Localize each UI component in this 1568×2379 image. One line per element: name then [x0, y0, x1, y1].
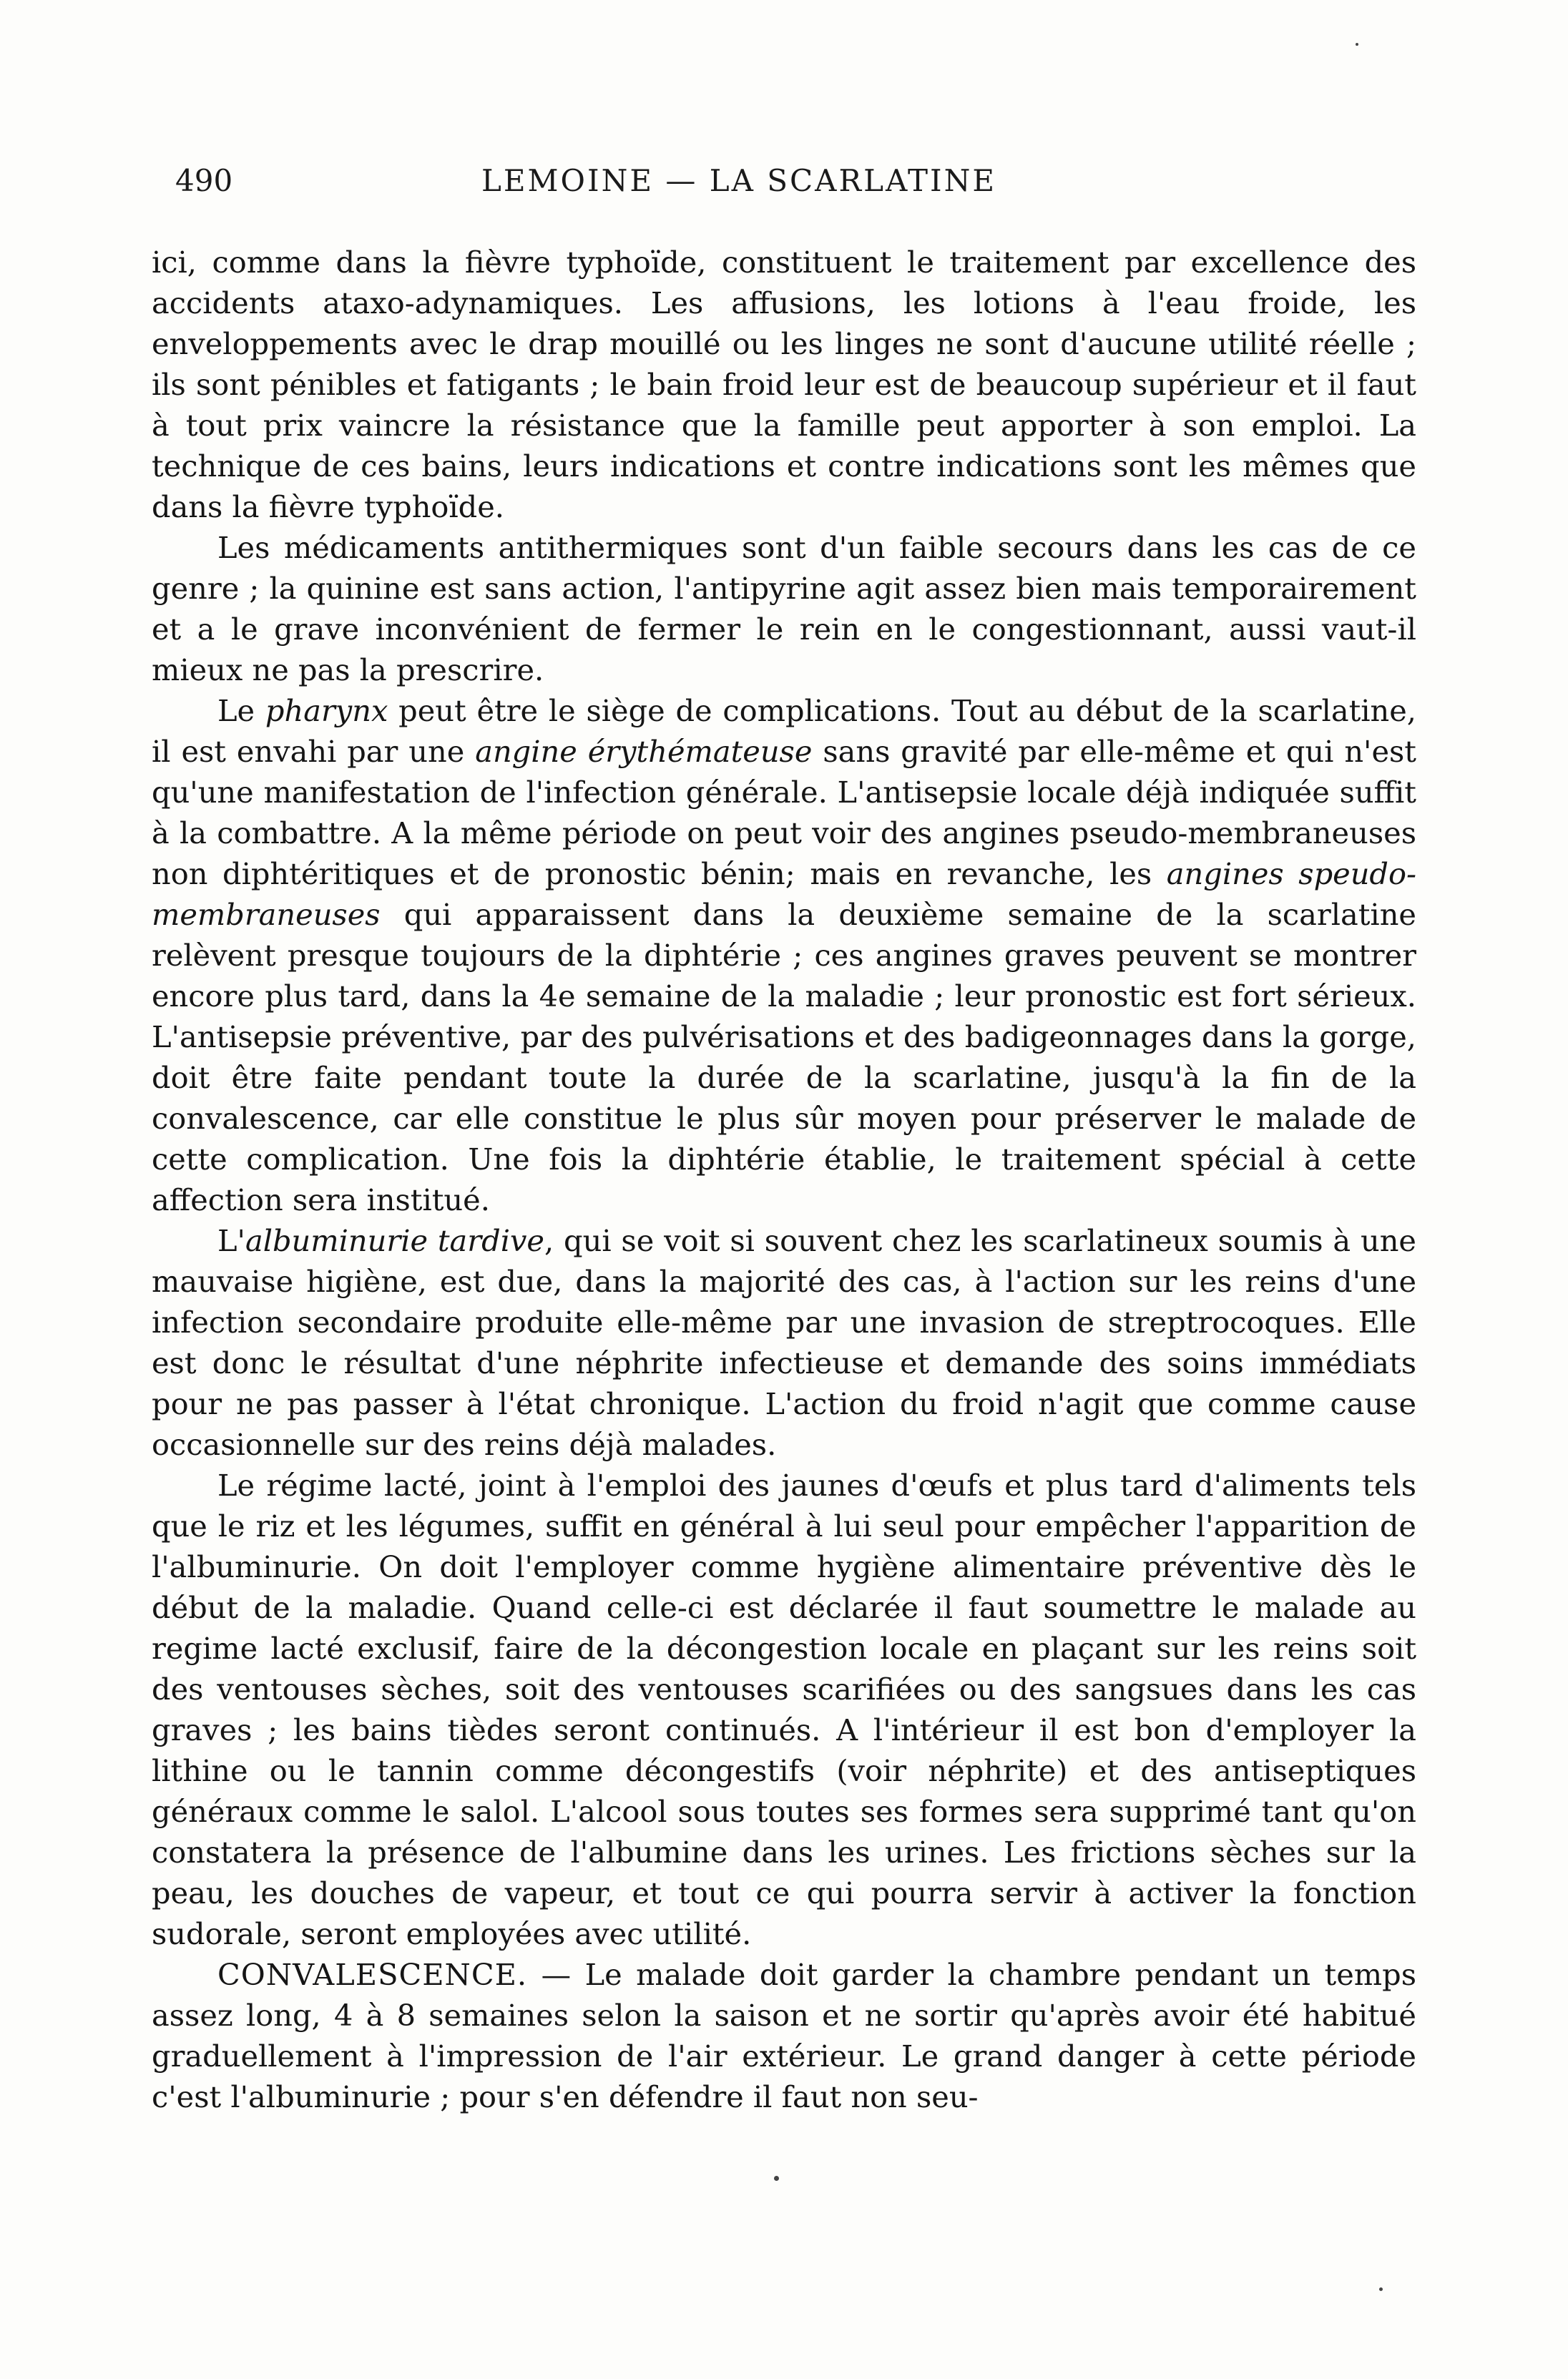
running-head	[154, 163, 1416, 213]
page-number: 490	[175, 163, 233, 198]
running-title: LEMOINE — LA SCARLATINE	[481, 163, 997, 198]
paragraph-regime-lacte: Le régime lacté, joint à l'emploi des jaunes d'œufs et plus tard d'aliments tels que le riz et les légumes, suffit en général à lui seul pour empêcher l'apparition de l'albuminurie. On doit l'employer comme hygiène alimentaire préventive dès le début de la maladie. Quand celle-ci est déclarée il faut soumettre le malade au regime lacté exclusif, faire de la décongestion locale en plaçant sur les reins soit des ventouses sèches, soit des ventouses scarifiées ou des sangsues dans les cas graves ; les bains tièdes seront continués. A l'intérieur il est bon d'employer la lithine ou le tannin comme décongestifs (voir néphrite) et des antiseptiques généraux comme le salol. L'alcool sous toutes ses formes sera supprimé tant qu'on constatera la présence de l'albumine dans les urines. Les frictions sèches sur la peau, les douches de vapeur, et tout ce qui pourra servir à activer la fonction sudorale, seront employées avec utilité.	[152, 1468, 1416, 1951]
paragraph-pharynx: Le pharynx peut être le siège de complications. Tout au début de la scarlatine, il est envahi par une angine érythémateuse sans gravité par elle-même et qui n'est qu'une manifestation de l'infection générale. L'antisepsie locale déjà indiquée suffit à la combattre. A la même période on peut voir des angines pseudo-membraneuses non diphtéritiques et de pronostic bénin; mais en revanche, les angines speudo-membraneuses qui apparaissent dans la deuxième semaine de la scarlatine relèvent presque toujours de la diphtérie ; ces angines graves peuvent se montrer encore plus tard, dans la 4e semaine de la maladie ; leur pronostic est fort sérieux. L'antisepsie préventive, par des pulvérisations et des badigeonnages dans la gorge, doit être faite pendant toute la durée de la scarlatine, jusqu'à la fin de la convalescence, car elle constitue le plus sûr moyen pour préserver le malade de cette complication. Une fois la diphtérie établie, le traitement spécial à cette affection sera institué.	[152, 693, 1417, 1217]
paragraph-convalescence: CONVALESCENCE. — Le malade doit garder la chambre pendant un temps assez long, 4 à 8 semaines selon la saison et ne sortir qu'après avoir été habitué graduellement à l'impression de l'air extérieur. Le grand danger à cette période c'est l'albuminurie ; pour s'en défendre il faut non seu-	[152, 1957, 1416, 2114]
italic-term-angines-pseudo-membraneuses: angines speudo-membraneuses	[152, 856, 1416, 932]
print-speck	[774, 2176, 779, 2181]
italic-term-pharynx: pharynx	[265, 693, 388, 728]
paragraph-cold-baths: ici, comme dans la fièvre typhoïde, constituent le traitement par excellence des accidents ataxo-adynamiques. Les affusions, les lotions à l'eau froide, les enveloppements avec le drap mouillé ou les linges ne sont d'aucune utilité réelle ; ils sont pénibles et fatigants ; le bain froid leur est de beaucoup supérieur et il faut à tout prix vaincre la résistance que la famille peut apporter à son emploi. La technique de ces bains, leurs indications et contre indications sont les mêmes que dans la fièvre typhoïde.	[152, 245, 1416, 524]
body-text	[152, 242, 1416, 2117]
italic-term-albuminurie-tardive: albuminurie tardive	[245, 1223, 544, 1258]
paragraph-antithermic-drugs: Les médicaments antithermiques sont d'un faible secours dans les cas de ce genre ; la quinine est sans action, l'antipyrine agit assez bien mais temporairement et a le grave inconvénient de fermer le rein en le congestionnant, aussi vaut-il mieux ne pas la prescrire.	[152, 530, 1416, 687]
section-heading-convalescence: CONVALESCENCE.	[217, 1957, 528, 1992]
print-speck	[1379, 2287, 1383, 2291]
paragraph-albuminurie: L'albuminurie tardive, qui se voit si souvent chez les scarlatineux soumis à une mauvaise higiène, est due, dans la majorité des cas, à l'action sur les reins d'une infection secondaire produite elle-même par une invasion de streptrocoques. Elle est donc le résultat d'une néphrite infectieuse et demande des soins immédiats pour ne pas passer à l'état chronique. L'action du froid n'agit que comme cause occasionnelle sur des reins déjà malades.	[152, 1223, 1416, 1462]
italic-term-angine-erythemateuse: angine érythémateuse	[475, 734, 813, 769]
print-speck	[1356, 43, 1358, 46]
